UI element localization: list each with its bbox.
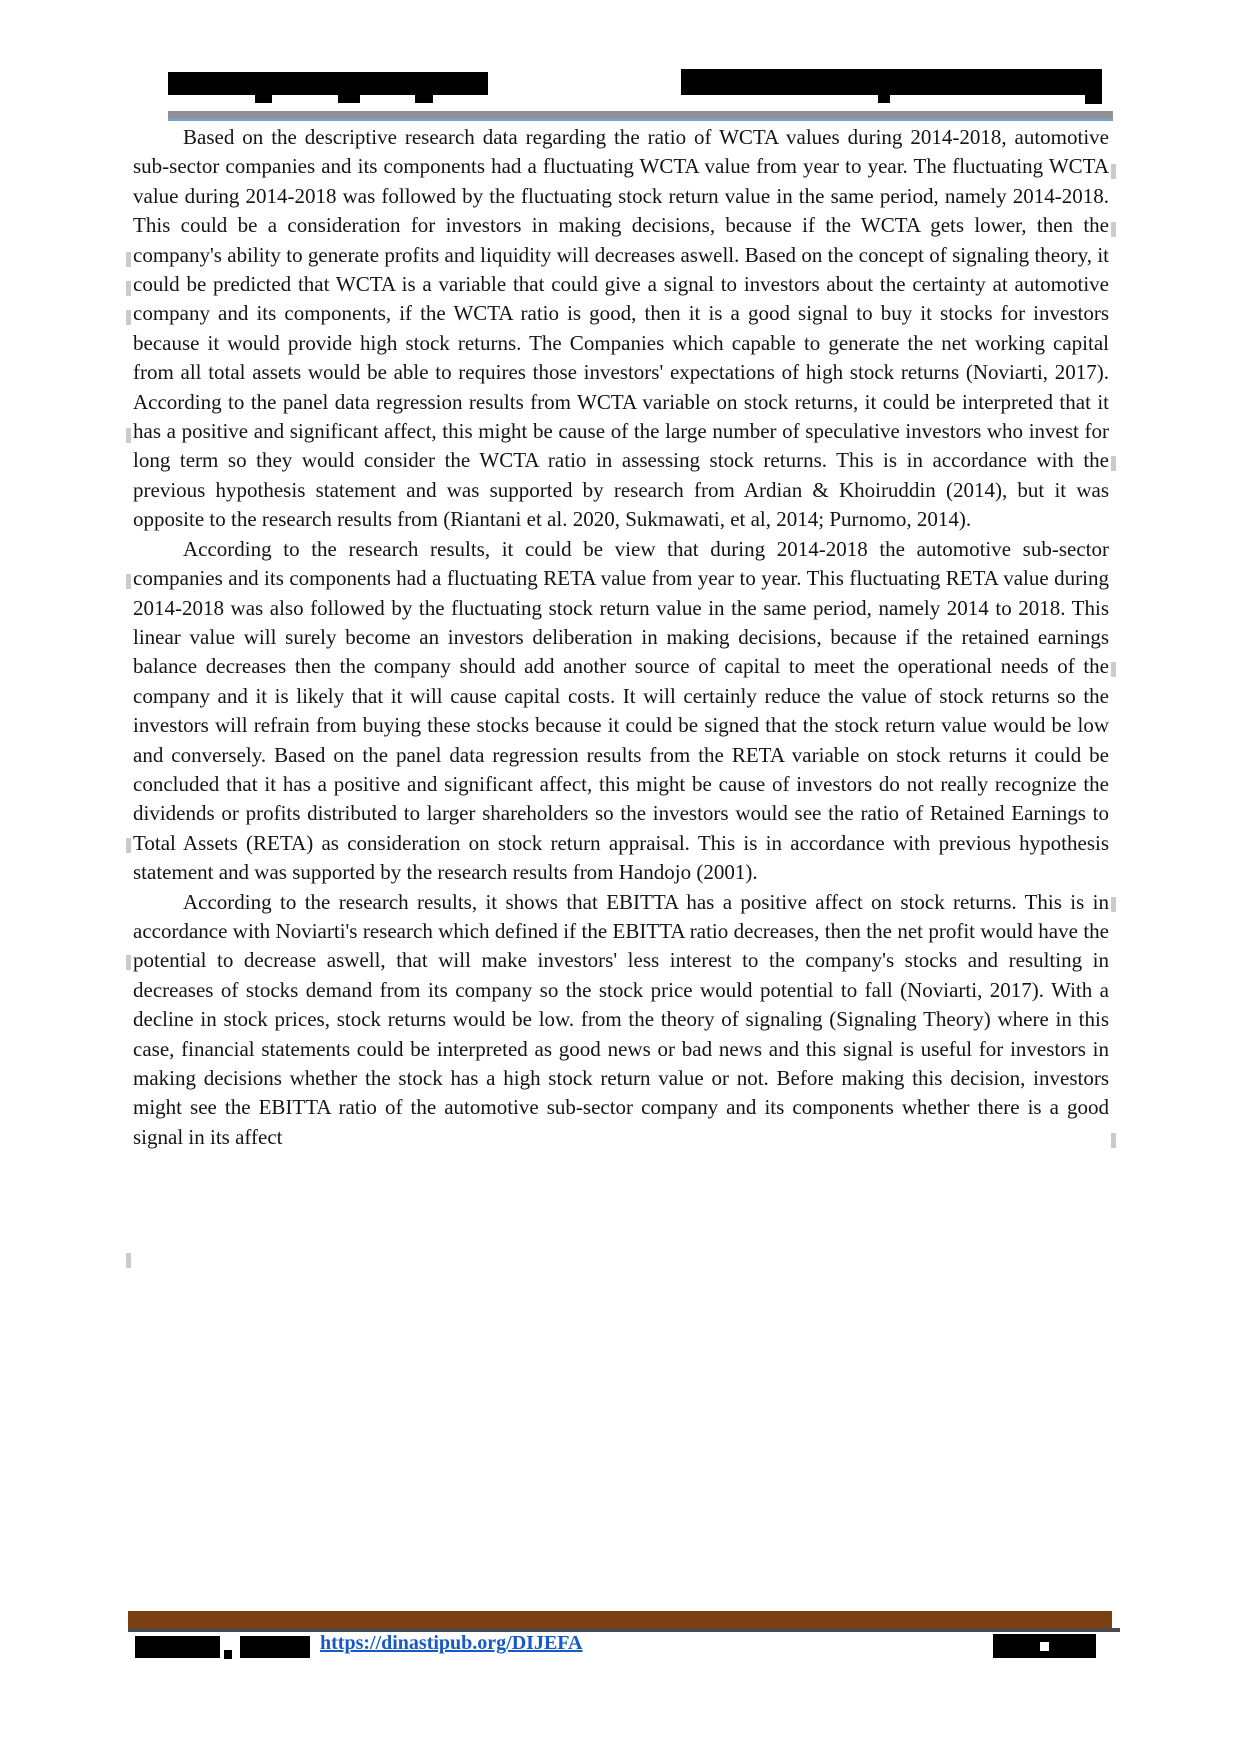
redaction-descender: [255, 95, 272, 103]
scan-artifact: [126, 574, 131, 589]
footer-rule-gray: [128, 1628, 1120, 1632]
redaction-descender: [415, 95, 433, 103]
redacted-header-left: [168, 72, 488, 95]
scan-artifact: [1111, 456, 1116, 471]
paragraph-reta-discussion: According to the research results, it could be view that during 2014-2018 the automotive sub-sector companies and its components had a fluctuating RETA value from year to year. This fluctuating RETA value during 2014-2018 was also followed by the fluctuating stock return value in the same period, namely 2014 to 2018. This linear value will surely become an investors deliberation in making decisions, because if the retained earnings balance decreases then the company should add another source of capital to meet the operational needs of the company and it is likely that it will cause capital costs. It will certainly reduce the value of stock returns so the investors will refrain from buying these stocks because it could be signed that the stock return value would be low and conversely. Based on the panel data regression results from the RETA variable on stock returns it could be concluded that it has a positive and significant affect, this might be cause of investors do not really recognize the dividends or profits distributed to larger shareholders so the investors would see the ratio of Retained Earnings to Total Assets (RETA) as consideration on stock return appraisal. This is in accordance with previous hypothesis statement and was supported by the research results from Handojo (2001).: [133, 536, 1109, 885]
scan-artifact: [1111, 662, 1116, 677]
scan-artifact: [1111, 897, 1116, 912]
redacted-page-number: [993, 1634, 1096, 1658]
scan-artifact: [1111, 1133, 1116, 1148]
redaction-descender: [878, 95, 890, 103]
header-rule-gray: [168, 111, 1113, 118]
scan-artifact: [1111, 164, 1116, 179]
paragraph-ebitta-discussion: According to the research results, it shows that EBITTA has a positive affect on stock returns. This is in accordance with Noviarti's research which defined if the EBITTA ratio decreases, then the net profit would have the potential to decrease aswell, that will make investors' less interest to the company's stocks and resulting in decreases of stocks demand from its company so the stock price would potential to fall (Noviarti, 2017). With a decline in stock prices, stock returns would be low. from the theory of signaling (Signaling Theory) where in this case, financial statements could be interpreted as good news or bad news and this signal is useful for investors in making decisions whether the stock has a high stock return value or not. Before making this decision, investors might see the EBITTA ratio of the automotive sub-sector company and its components whether there is a good signal in its affect: [133, 889, 1109, 1149]
redacted-header-right: [681, 69, 1102, 95]
scan-artifact: [126, 310, 131, 325]
redaction-descender: [338, 95, 360, 103]
scan-artifact: [126, 428, 131, 443]
footer-rule-brown: [128, 1611, 1112, 1628]
scan-artifact: [126, 281, 131, 296]
paragraph-wcta-discussion: Based on the descriptive research data regarding the ratio of WCTA values during 2014-2018, automotive sub-sector companies and its components had a fluctuating WCTA value from year to year. The fluctuating WCTA value during 2014-2018 was followed by the fluctuating stock return value in the same period, namely 2014-2018. This could be a consideration for investors in making decisions, because if the WCTA gets lower, then the company's ability to generate profits and liquidity will decreases aswell. Based on the concept of signaling theory, it could be predicted that WCTA is a variable that could give a signal to investors about the certainty at automotive company and its components, if the WCTA ratio is good, then it is a good signal to buy it stocks for investors because it would provide high stock returns. The Companies which capable to generate the net working capital from all total assets would be able to requires those investors' expectations of high stock returns (Noviarti, 2017). According to the panel data regression results from WCTA variable on stock returns, it could be interpreted that it has a positive and significant affect, this might be cause of the large number of speculative investors who invest for long term so they would consider the WCTA ratio in assessing stock returns. This is in accordance with the previous hypothesis statement and was supported by research from Ardian & Khoiruddin (2014), but it was opposite to the research results from (Riantani et al. 2020, Sukmawati, et al, 2014; Purnomo, 2014).: [133, 125, 1109, 532]
journal-url-link[interactable]: https://dinastipub.org/DIJEFA: [320, 1632, 583, 1654]
scan-artifact: [1111, 222, 1116, 237]
page-number-separator: [1040, 1642, 1049, 1651]
header-rule-blue: [168, 118, 1113, 121]
redaction-descender: [1085, 95, 1102, 104]
redacted-footer-issue: [240, 1636, 310, 1658]
scan-artifact: [126, 955, 131, 970]
page-body: [133, 123, 1109, 1152]
scan-artifact: [126, 252, 131, 267]
redacted-footer-volume: [135, 1636, 220, 1658]
scan-artifact: [126, 1253, 131, 1268]
scan-artifact: [126, 838, 131, 853]
footer-comma-mark: [224, 1650, 232, 1659]
